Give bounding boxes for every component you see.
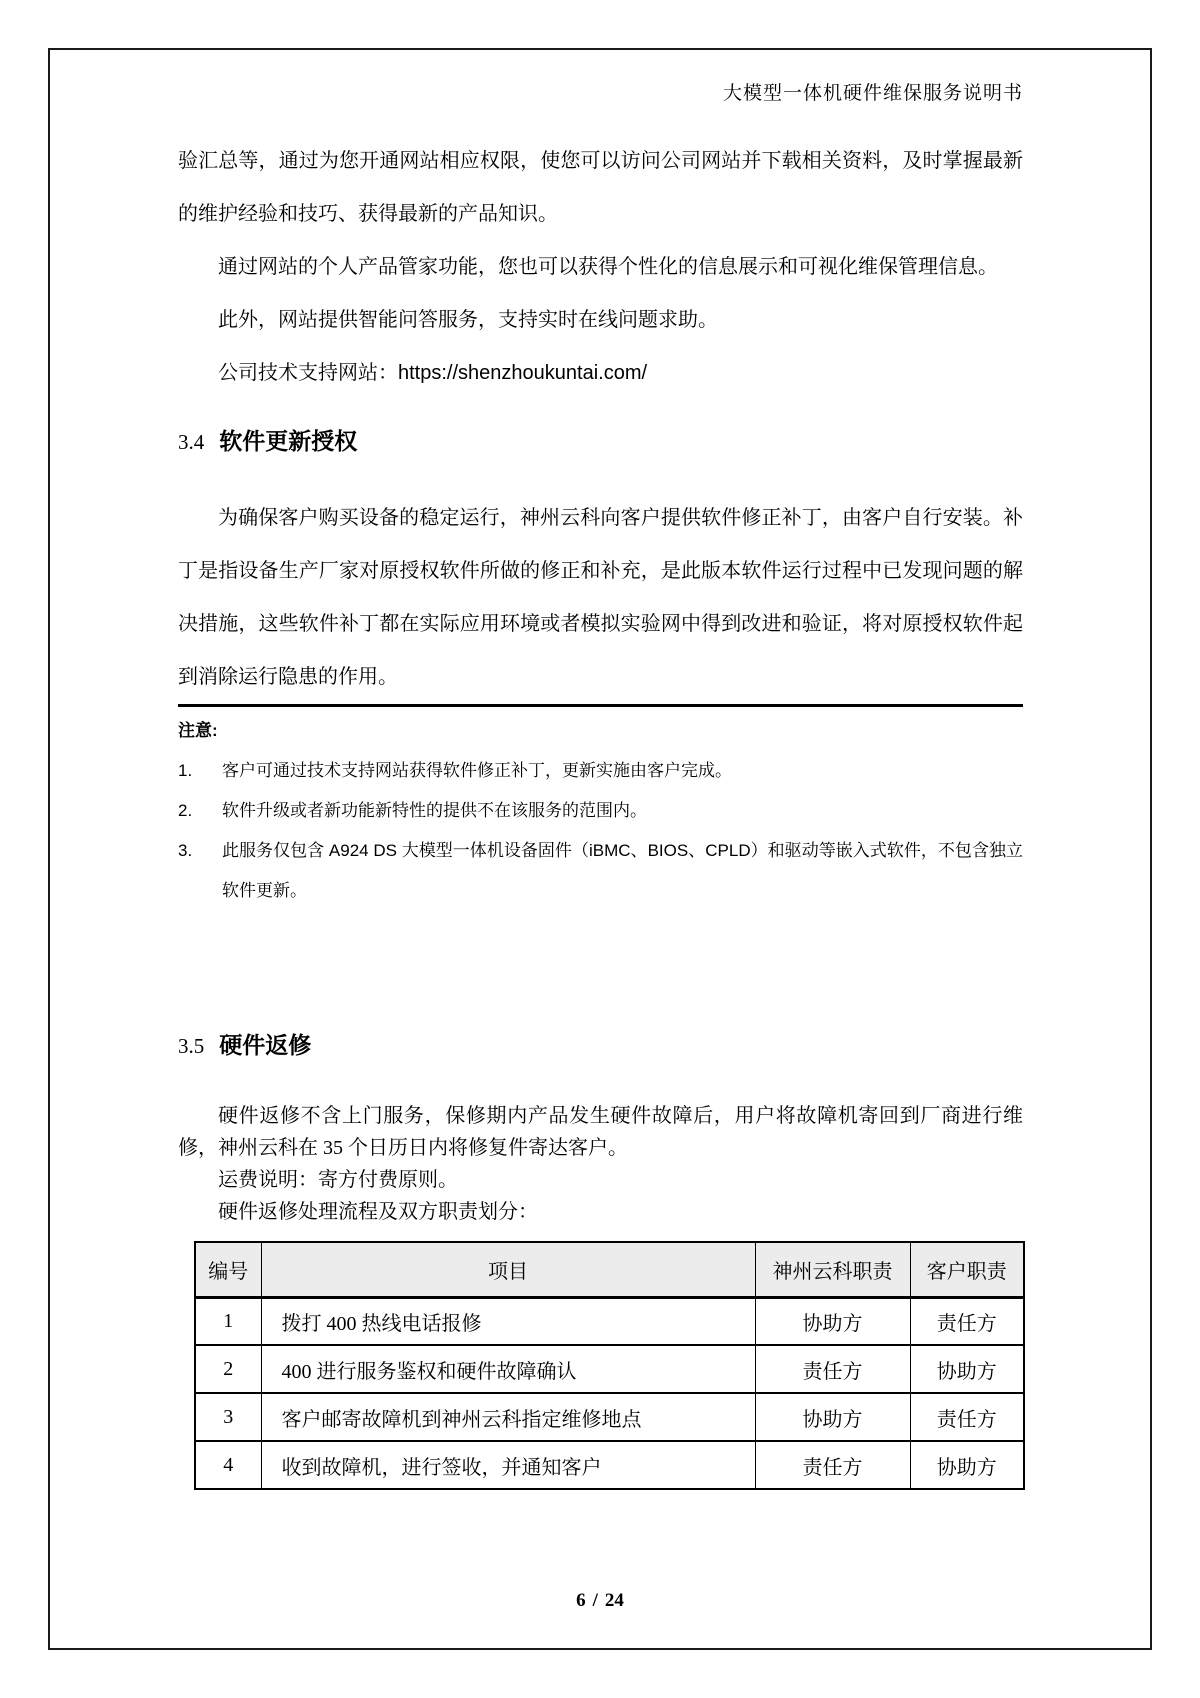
note-item-number: 3. [178, 841, 193, 860]
table-row [195, 1393, 1024, 1441]
cell-item: 400 进行服务鉴权和硬件故障确认 [261, 1345, 755, 1393]
cell-customer-duty: 责任方 [910, 1297, 1024, 1345]
note-item [178, 751, 1023, 791]
section-3-4-body [178, 492, 1023, 704]
cell-customer-duty: 责任方 [910, 1393, 1024, 1441]
paragraph-qa-service: 此外，网站提供智能问答服务，支持实时在线问题求助。 [218, 309, 718, 331]
note-item [178, 791, 1023, 831]
current-page-number: 6 [576, 1590, 586, 1611]
note-divider-rule [178, 704, 1023, 707]
section-title: 软件更新授权 [219, 428, 358, 454]
running-header-title: 大模型一体机硬件维保服务说明书 [722, 83, 1023, 104]
cell-number: 1 [195, 1297, 261, 1345]
note-list [178, 751, 1023, 911]
column-header-vendor-duty: 神州云科职责 [755, 1242, 910, 1297]
cell-item: 拨打 400 热线电话报修 [261, 1297, 755, 1345]
paragraph-support-website-url: 公司技术支持网站：https://shenzhoukuntai.com/ [218, 362, 648, 384]
page-content [178, 0, 1023, 1490]
paragraph-hardware-return: 硬件返修不含上门服务，保修期内产品发生硬件故障后，用户将故障机寄回到厂商进行维修，神州云科在 35 个日历日内将修复件寄达客户。 [178, 1105, 1023, 1159]
column-header-customer-duty: 客户职责 [910, 1242, 1024, 1297]
note-item [178, 831, 1023, 911]
cell-vendor-duty: 责任方 [755, 1441, 910, 1489]
cell-number: 3 [195, 1393, 261, 1441]
cell-customer-duty: 协助方 [910, 1345, 1024, 1393]
paragraph-table-intro: 硬件返修处理流程及双方职责划分： [218, 1201, 538, 1223]
total-page-count: 24 [604, 1590, 624, 1611]
table-header-row [195, 1242, 1024, 1297]
cell-item: 收到故障机，进行签收，并通知客户 [261, 1441, 755, 1489]
section-number: 3.5 [178, 1034, 205, 1058]
note-item-text: 客户可通过技术支持网站获得软件修正补丁，更新实施由客户完成。 [222, 761, 732, 780]
cell-customer-duty: 协助方 [910, 1441, 1024, 1489]
table-row [195, 1345, 1024, 1393]
section-title: 硬件返修 [219, 1032, 312, 1058]
paragraph-shipping-fee: 运费说明：寄方付费原则。 [218, 1169, 458, 1191]
note-label: 注意: [178, 721, 218, 740]
note-item-number: 1. [178, 761, 193, 780]
cell-number: 2 [195, 1345, 261, 1393]
note-item-number: 2. [178, 801, 193, 820]
note-item-text: 软件升级或者新功能新特性的提供不在该服务的范围内。 [222, 801, 647, 820]
intro-section [178, 135, 1023, 400]
column-header-item: 项目 [261, 1242, 755, 1297]
cell-number: 4 [195, 1441, 261, 1489]
note-item-text: 此服务仅包含 A924 DS 大模型一体机设备固件（iBMC、BIOS、CPLD）和驱动等嵌入式软件，不包含独立软件更新。 [222, 841, 1023, 900]
section-number: 3.4 [178, 430, 205, 454]
cell-vendor-duty: 协助方 [755, 1393, 910, 1441]
cell-vendor-duty: 责任方 [755, 1345, 910, 1393]
paragraph-continuation: 验汇总等，通过为您开通网站相应权限，使您可以访问公司网站并下载相关资料，及时掌握最新的维护经验和技巧、获得最新的产品知识。 [178, 150, 1023, 225]
table-row [195, 1297, 1024, 1345]
column-header-number: 编号 [195, 1242, 261, 1297]
cell-vendor-duty: 协助方 [755, 1297, 910, 1345]
section-3-5-body [178, 1100, 1023, 1228]
cell-item: 客户邮寄故障机到神州云科指定维修地点 [261, 1393, 755, 1441]
page-number-separator: / [592, 1590, 598, 1611]
page-number-footer [0, 1590, 1200, 1612]
section-heading-3-4 [178, 425, 1023, 458]
responsibility-table [194, 1241, 1025, 1490]
section-heading-3-5 [178, 1029, 1023, 1062]
paragraph-software-patch: 为确保客户购买设备的稳定运行，神州云科向客户提供软件修正补丁，由客户自行安装。补丁是指设备生产厂家对原授权软件所做的修正和补充，是此版本软件运行过程中已发现问题的解决措施，这些软件补丁都在实际应用环境或者模拟实验网中得到改进和验证，将对原授权软件起到消除运行隐患的作用。 [178, 507, 1023, 688]
table-row [195, 1441, 1024, 1489]
paragraph-product-manager: 通过网站的个人产品管家功能，您也可以获得个性化的信息展示和可视化维保管理信息。 [218, 256, 998, 278]
